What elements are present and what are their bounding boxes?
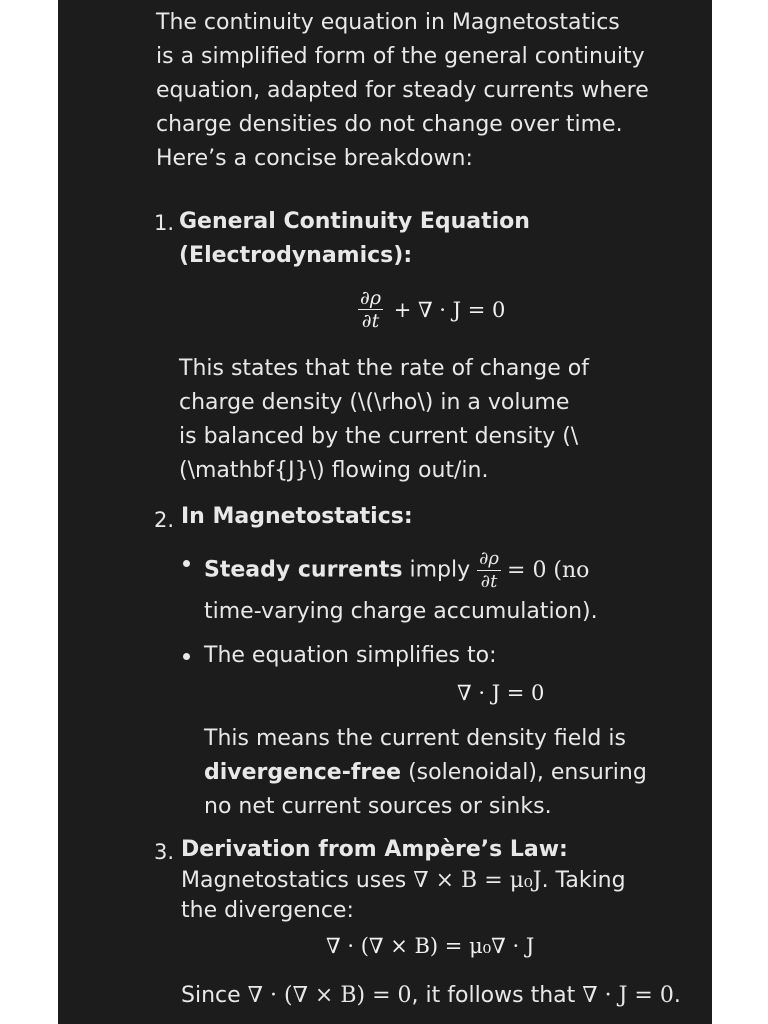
bold-term: Steady currents [204, 557, 403, 583]
item-paragraph-line: is balanced by the current density (\ [179, 424, 579, 449]
bullet-text: imply [402, 557, 478, 583]
item-heading: (Electrodynamics): [179, 243, 413, 268]
intro-line: equation, adapted for steady currents where [156, 78, 649, 103]
fraction-numerator: ∂ρ [360, 287, 381, 309]
item-paragraph-line [204, 756, 647, 790]
inline-math: ∇ × B = μ₀J [413, 868, 542, 893]
fraction-numerator: ∂ρ [479, 548, 500, 569]
intro-line: Here’s a concise breakdown: [156, 146, 473, 171]
item-heading: General Continuity Equation [179, 209, 530, 234]
response-panel [58, 0, 712, 1024]
item-heading: Derivation from Ampère’s Law: [181, 837, 568, 862]
fraction [477, 548, 501, 593]
intro-line: is a simplified form of the general continuity [156, 44, 645, 69]
continuity-equation [358, 287, 505, 332]
item-paragraph-line [181, 979, 681, 1013]
paragraph-text: Magnetostatics uses [181, 868, 414, 893]
item-paragraph-line: no net current sources or sinks. [204, 794, 552, 819]
item-paragraph-line: (\mathbf{J}\) flowing out/in. [179, 458, 489, 483]
paragraph-text: , it follows that [411, 983, 583, 1008]
fraction-denominator: ∂t [480, 571, 498, 592]
item-paragraph-line [181, 864, 626, 898]
bold-term: divergence-free [204, 760, 402, 785]
item-paragraph-line: This means the current density field is [204, 726, 626, 751]
list-number: 1. [154, 211, 175, 235]
item-paragraph-line: the divergence: [181, 898, 354, 923]
inline-math: ∇ · J = 0 [582, 983, 674, 1008]
fraction [358, 287, 383, 332]
bullet-line: time-varying charge accumulation). [204, 599, 598, 624]
item-paragraph-line: charge density (\(\rho\) in a volume [179, 390, 570, 415]
simplified-equation: ∇ · J = 0 [457, 681, 545, 705]
inline-math: ∇ · (∇ × B) = 0 [247, 983, 412, 1008]
bullet-text: = 0 (no [507, 557, 590, 583]
ampere-divergence-equation: ∇ · (∇ × B) = μ₀∇ · J [326, 934, 535, 958]
bullet-icon [183, 560, 190, 567]
paragraph-text: Since [181, 983, 248, 1008]
list-number: 3. [154, 840, 175, 864]
fraction-denominator: ∂t [361, 310, 380, 332]
intro-line: charge densities do not change over time. [156, 112, 623, 137]
paragraph-text: (solenoidal), ensuring [401, 760, 647, 785]
intro-line: The continuity equation in Magnetostatics [156, 10, 620, 35]
bullet-line [204, 548, 589, 593]
equation-rest: + ∇ · J = 0 [393, 297, 506, 322]
bullet-icon [183, 653, 190, 660]
list-number: 2. [154, 508, 175, 532]
paragraph-text: . [673, 983, 681, 1008]
paragraph-text: . Taking [541, 868, 626, 893]
item-heading: In Magnetostatics: [181, 504, 413, 529]
item-paragraph-line: This states that the rate of change of [179, 356, 589, 381]
bullet-line: The equation simplifies to: [204, 643, 497, 668]
